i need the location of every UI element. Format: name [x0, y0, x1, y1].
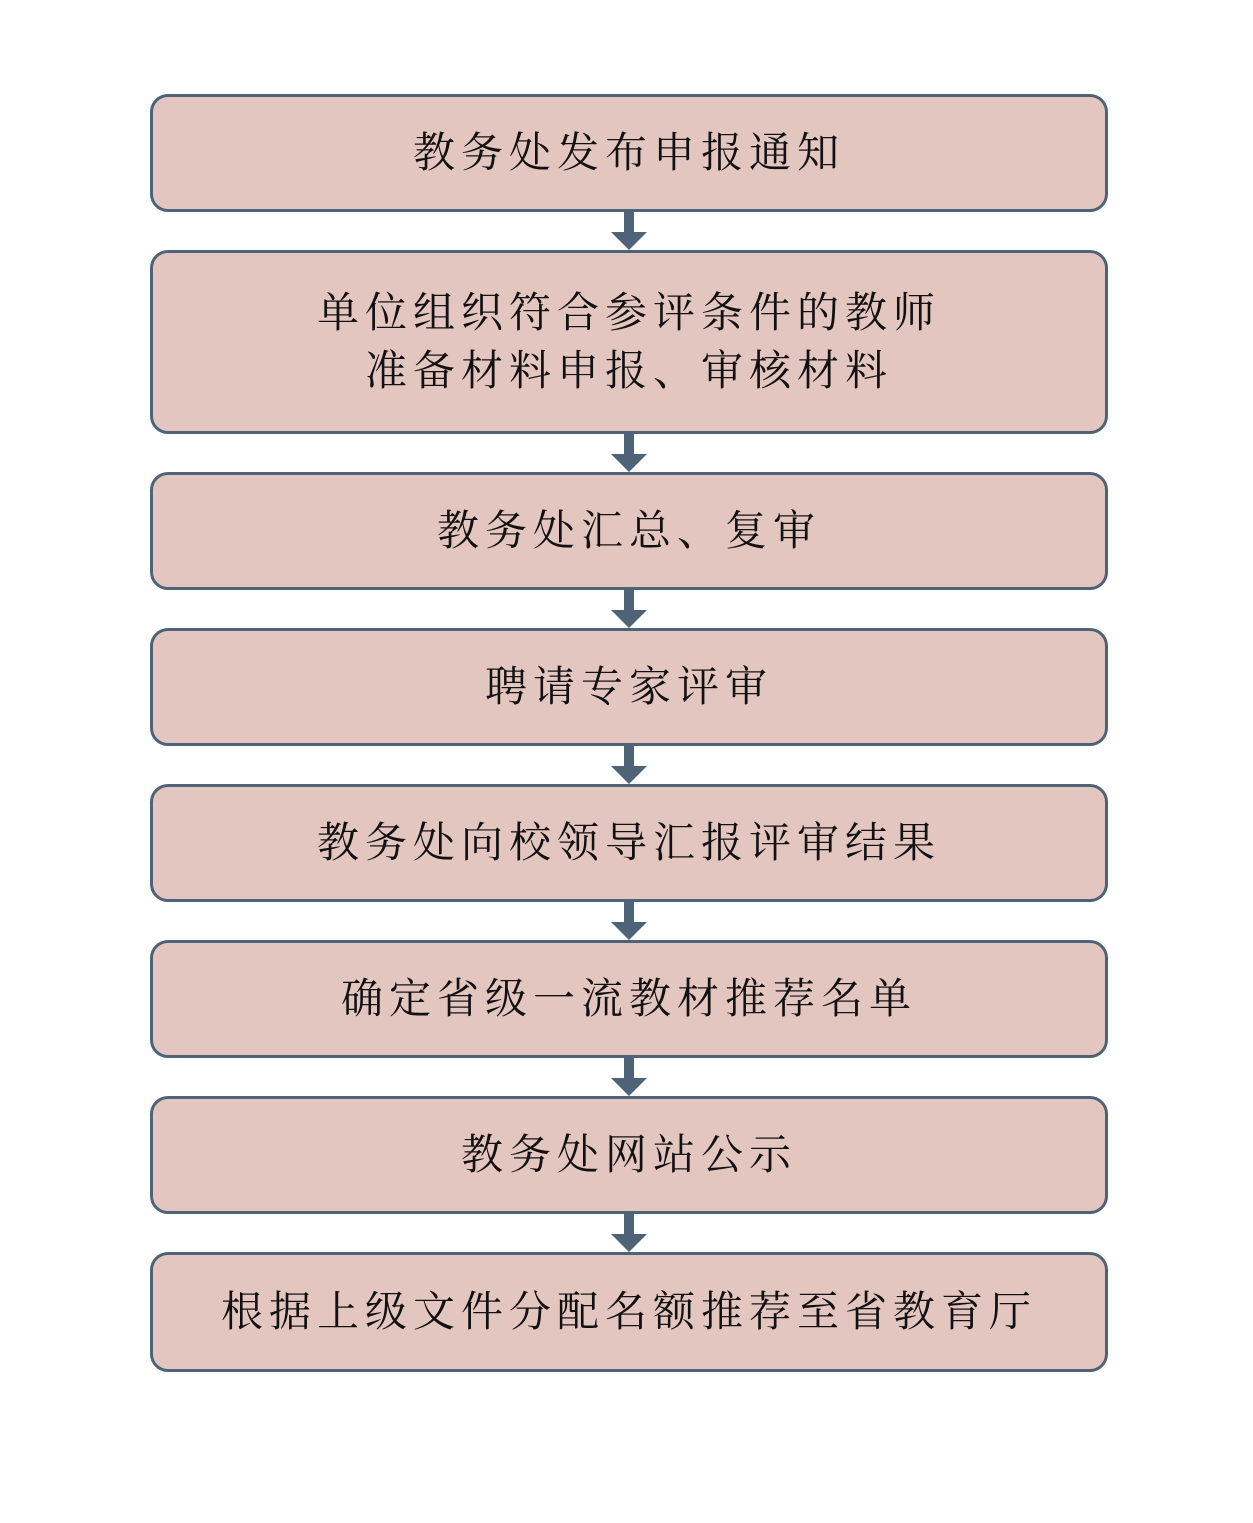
step-2-prepare-materials: [150, 250, 1108, 434]
arrow-down-icon: [611, 434, 647, 472]
step-label: 根据上级文件分配名额推荐至省教育厅: [220, 1287, 1037, 1336]
arrow-down-icon: [611, 590, 647, 628]
arrow-down-icon: [611, 1214, 647, 1252]
step-label: 教务处发布申报通知: [412, 128, 845, 177]
step-4-expert-review: [150, 628, 1108, 746]
step-label: 单位组织符合参评条件的教师 准备材料申报、审核材料: [316, 288, 941, 395]
step-label: 聘请专家评审: [484, 662, 773, 711]
arrow-down-icon: [611, 1058, 647, 1096]
step-label: 确定省级一流教材推荐名单: [340, 974, 917, 1023]
step-label: 教务处汇总、复审: [436, 506, 821, 555]
arrow-down-icon: [611, 746, 647, 784]
step-1-publish-notice: [150, 94, 1108, 212]
step-8-recommend-to-province: [150, 1252, 1108, 1372]
step-label: 教务处网站公示: [460, 1130, 797, 1179]
arrow-down-icon: [611, 902, 647, 940]
step-label: 教务处向校领导汇报评审结果: [316, 818, 941, 867]
step-7-public-notice: [150, 1096, 1108, 1214]
step-5-report-results: [150, 784, 1108, 902]
step-3-summarize-review: [150, 472, 1108, 590]
arrow-down-icon: [611, 212, 647, 250]
step-6-recommendation-list: [150, 940, 1108, 1058]
